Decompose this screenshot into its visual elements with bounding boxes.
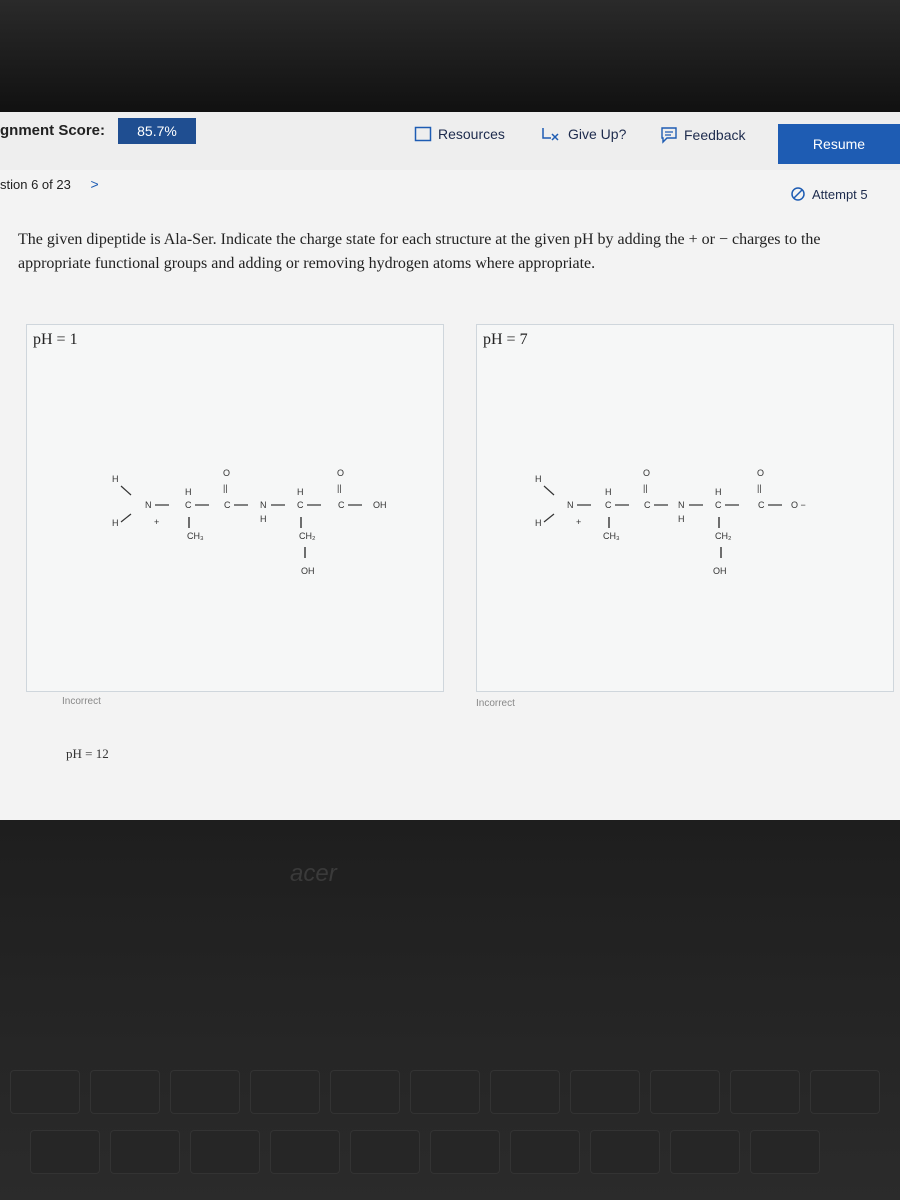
assignment-header [0, 112, 900, 170]
keyboard-key [490, 1070, 560, 1114]
atom-c-carboxyl: C [338, 500, 345, 510]
methylene-side-chain: CH₂ [715, 531, 732, 541]
keyboard-key [190, 1130, 260, 1174]
panel-label: pH = 1 [33, 331, 78, 348]
bond [544, 514, 554, 522]
question-prompt: The given dipeptide is Ala-Ser. Indicate the charge state for each structure at the given pH by adding the + or − charges to the appropriate functional groups and adding or removing hydrogen atoms where appropriate. [18, 231, 821, 272]
feedback-icon [660, 126, 678, 144]
keyboard-key [570, 1070, 640, 1114]
keyboard-key [170, 1070, 240, 1114]
charge-plus: + [576, 517, 582, 527]
atom-n-amide: N [260, 500, 267, 510]
keyboard-key [270, 1130, 340, 1174]
ph7-status: Incorrect [476, 698, 515, 709]
blocked-icon [790, 186, 806, 202]
atom-c-carbonyl1: C [644, 500, 651, 510]
atom-n-terminal: N [145, 500, 152, 510]
atom-h-alpha1: H [185, 487, 192, 497]
give-up-button[interactable] [540, 126, 626, 142]
atom-c-carboxyl: C [758, 500, 765, 510]
keyboard-key [670, 1130, 740, 1174]
atom-c-alpha2: C [715, 500, 722, 510]
laptop-body [0, 820, 900, 1200]
keyboard-key [10, 1070, 80, 1114]
ph1-structure-panel[interactable] [26, 324, 444, 692]
atom-h-bottom: H [112, 518, 119, 528]
attempt-indicator [790, 186, 868, 202]
give-up-icon [540, 126, 562, 142]
atom-o-carbonyl2: O [757, 468, 765, 478]
ph1-status: Incorrect [62, 696, 101, 707]
atom-o-carbonyl1: O [643, 468, 651, 478]
methyl-side-chain: CH₃ [603, 531, 620, 541]
atom-h-bottom: H [535, 518, 542, 528]
keyboard-key [250, 1070, 320, 1114]
double-bond-2: || [337, 483, 342, 493]
keyboard-key [650, 1070, 720, 1114]
atom-c-carbonyl1: C [224, 500, 231, 510]
keyboard-key [30, 1130, 100, 1174]
resources-label: Resources [438, 126, 505, 142]
atom-c-alpha1: C [605, 500, 612, 510]
keyboard-key [410, 1070, 480, 1114]
atom-h-alpha1: H [605, 487, 612, 497]
bond [121, 486, 131, 495]
dipeptide-structure-ph7[interactable] [477, 325, 893, 691]
give-up-label: Give Up? [568, 126, 627, 142]
atom-c-alpha1: C [185, 500, 192, 510]
keyboard-key [730, 1070, 800, 1114]
atom-h-amide: H [678, 514, 685, 524]
feedback-label: Feedback [684, 127, 746, 143]
next-question-button[interactable]: > [90, 176, 99, 192]
carboxylate-group: O − [791, 500, 806, 510]
keyboard-key [110, 1130, 180, 1174]
bond [544, 486, 554, 495]
ph7-structure-panel[interactable] [476, 324, 894, 692]
atom-n-terminal: N [567, 500, 574, 510]
resources-button[interactable] [414, 126, 505, 142]
keyboard-key [750, 1130, 820, 1174]
panel-label: pH = 7 [483, 331, 528, 348]
side-chain-hydroxyl: OH [301, 566, 315, 576]
feedback-button[interactable] [660, 126, 745, 144]
brand-logo: acer [290, 860, 337, 887]
atom-h-top: H [112, 474, 119, 484]
charge-plus: + [154, 517, 160, 527]
question-navigator [0, 176, 99, 192]
keyboard-key [330, 1070, 400, 1114]
keyboard-key [510, 1130, 580, 1174]
double-bond-1: || [223, 483, 228, 493]
resume-button[interactable]: Resume [778, 124, 900, 164]
atom-o-carbonyl2: O [337, 468, 345, 478]
dipeptide-structure-ph1[interactable] [27, 325, 443, 691]
keyboard-key [90, 1070, 160, 1114]
methylene-side-chain: CH₂ [299, 531, 316, 541]
atom-c-alpha2: C [297, 500, 304, 510]
atom-h-top: H [535, 474, 542, 484]
score-label: gnment Score: [0, 122, 106, 139]
keyboard-key [810, 1070, 880, 1114]
keyboard-key [590, 1130, 660, 1174]
document-icon [414, 126, 432, 142]
browser-viewport [0, 112, 900, 820]
keyboard-key [350, 1130, 420, 1174]
double-bond-1: || [643, 483, 648, 493]
atom-o-carbonyl1: O [223, 468, 231, 478]
atom-h-alpha2: H [715, 487, 722, 497]
ph12-panel-label: pH = 12 [66, 746, 109, 761]
question-counter: stion 6 of 23 [0, 177, 71, 192]
score-badge: 85.7% [118, 118, 196, 144]
atom-h-amide: H [260, 514, 267, 524]
attempt-label: Attempt 5 [812, 186, 868, 202]
keyboard-key [430, 1130, 500, 1174]
atom-h-alpha2: H [297, 487, 304, 497]
side-chain-hydroxyl: OH [713, 566, 727, 576]
carboxyl-group: OH [373, 500, 387, 510]
methyl-side-chain: CH₃ [187, 531, 204, 541]
atom-n-amide: N [678, 500, 685, 510]
double-bond-2: || [757, 483, 762, 493]
bond [121, 514, 131, 522]
monitor-bezel [0, 0, 900, 112]
